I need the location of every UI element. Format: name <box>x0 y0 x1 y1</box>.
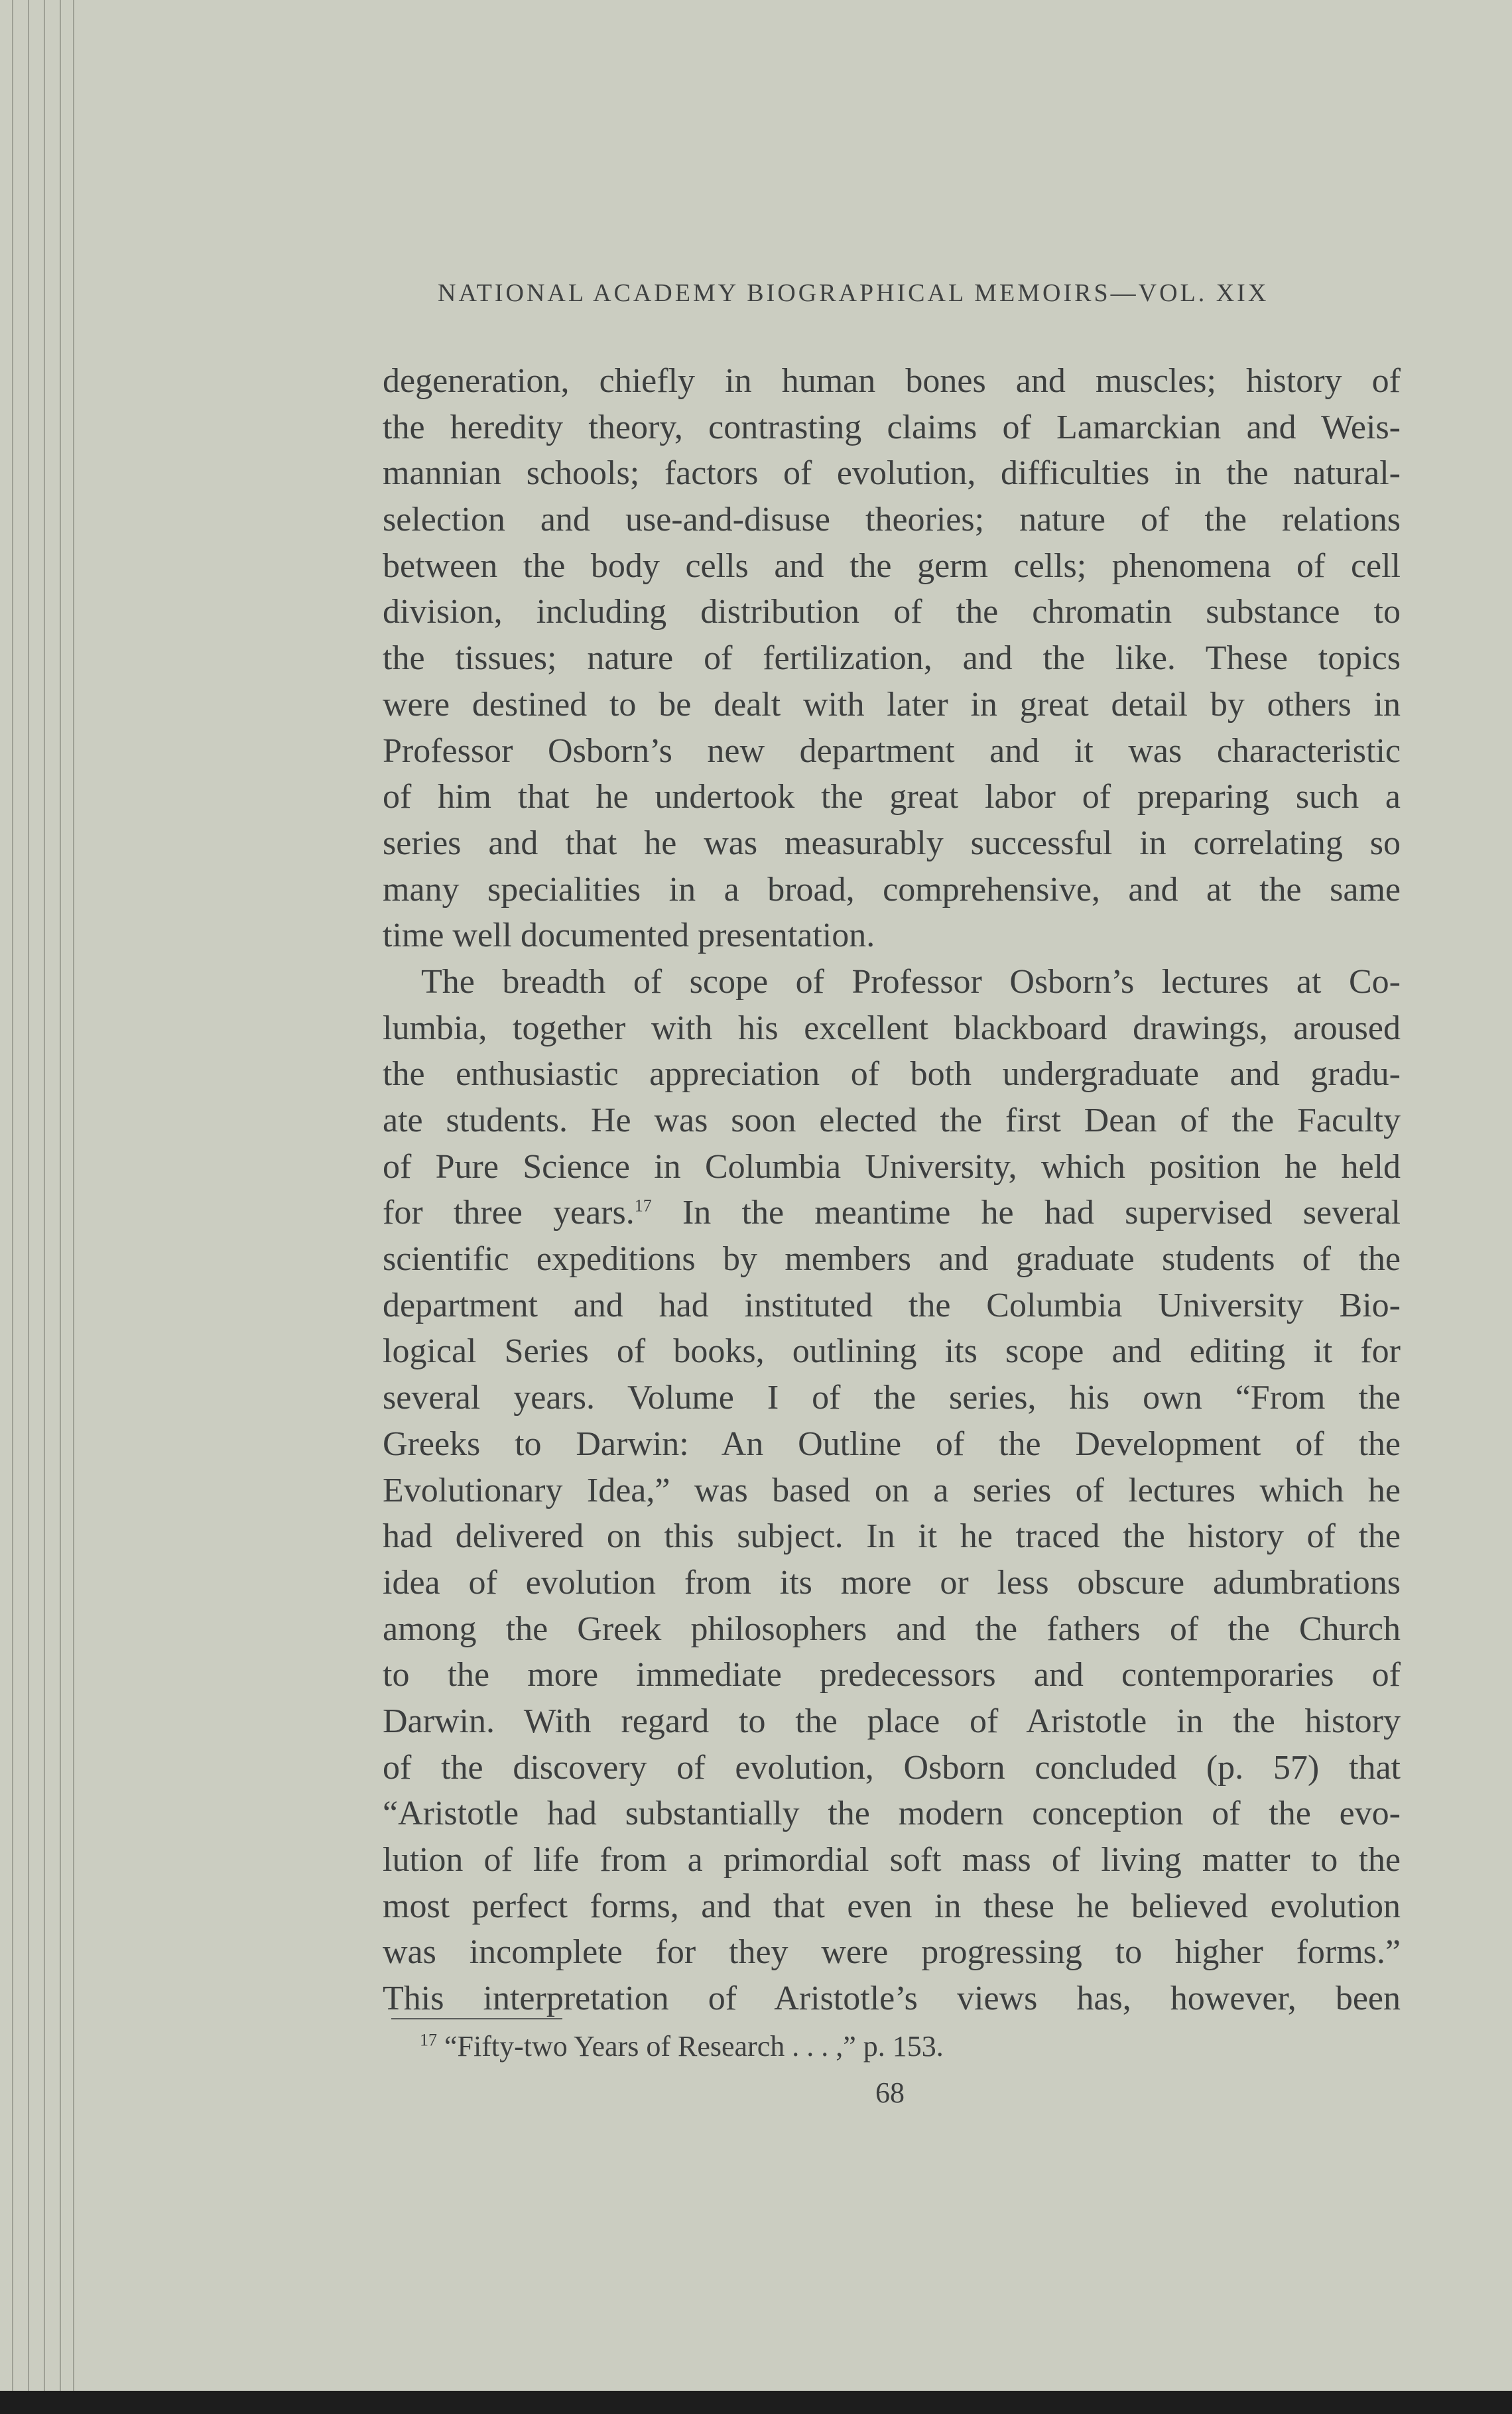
text-line: This interpretation of Aristotle’s views has, however, been <box>383 1980 1401 2018</box>
text-line: of him that he undertook the great labor of preparing such a <box>383 778 1401 816</box>
text-line: most perfect forms, and that even in these he believed evolution <box>383 1887 1401 1925</box>
text-line: was incomplete for they were progressing to higher forms.” <box>383 1933 1401 1972</box>
text-line: scientific expeditions by members and graduate students of the <box>383 1240 1401 1279</box>
text-line: several years. Volume I of the series, his own “From the <box>383 1379 1401 1417</box>
footnote-number: 17 <box>420 2030 437 2050</box>
text-line: “Aristotle had substantially the modern conception of the evo- <box>383 1795 1401 1833</box>
text-line: lution of life from a primordial soft mass of living matter to the <box>383 1841 1401 1879</box>
text-line: lumbia, together with his excellent blackboard drawings, aroused <box>383 1009 1401 1047</box>
footnote-text: “Fifty-two Years of Research . . . ,” p. 153. <box>437 2030 944 2063</box>
text-line: logical Series of books, outlining its scope and editing it for <box>383 1332 1401 1371</box>
text-line: idea of evolution from its more or less obscure adumbrations <box>383 1563 1401 1602</box>
text-line: between the body cells and the germ cells; phenomena of cell <box>383 546 1401 585</box>
page-edge <box>44 0 45 2391</box>
scan-bottom-border <box>0 2391 1512 2414</box>
text-line: of Pure Science in Columbia University, which position he held <box>383 1147 1401 1186</box>
text-line: Greeks to Darwin: An Outline of the Development of the <box>383 1425 1401 1463</box>
text-line: had delivered on this subject. In it he traced the history of the <box>383 1517 1401 1556</box>
text-segment: In the meantime he had supervised several <box>651 1194 1401 1232</box>
page-edge <box>28 0 29 2391</box>
text-line: were destined to be dealt with later in great detail by others in <box>383 685 1401 724</box>
text-line: division, including distribution of the chromatin substance to <box>383 593 1401 631</box>
text-line: Darwin. With regard to the place of Aristotle in the history <box>383 1702 1401 1740</box>
text-line: The breadth of scope of Professor Osborn’s lectures at Co- <box>421 962 1401 1001</box>
text-line: Professor Osborn’s new department and it was characteristic <box>383 731 1401 770</box>
text-line-footnote-ref <box>383 1190 1401 1236</box>
page-edge <box>12 0 13 2391</box>
text-segment: for three years. <box>383 1194 635 1232</box>
page-edge <box>73 0 74 2391</box>
text-line: among the Greek philosophers and the fathers of the Church <box>383 1610 1401 1648</box>
text-line: the enthusiastic appreciation of both undergraduate and gradu- <box>383 1055 1401 1094</box>
text-line: ate students. He was soon elected the first Dean of the Faculty <box>383 1102 1401 1139</box>
footnote-rule <box>391 2018 562 2019</box>
text-line: to the more immediate predecessors and contemporaries of <box>383 1656 1401 1694</box>
text-line: selection and use-and-disuse theories; nature of the relations <box>383 501 1401 539</box>
footnote <box>420 2029 944 2063</box>
footnote-marker: 17 <box>634 1196 652 1216</box>
page-number: 68 <box>875 2076 905 2109</box>
body-text <box>383 358 1401 2022</box>
text-line: department and had instituted the Columbia University Bio- <box>383 1286 1401 1324</box>
text-line: many specialities in a broad, comprehensive, and at the same <box>383 870 1401 909</box>
text-line: of the discovery of evolution, Osborn concluded (p. 57) that <box>383 1748 1401 1787</box>
text-line: series and that he was measurably successful in correlating so <box>383 824 1401 862</box>
text-line: time well documented presentation. <box>383 917 875 955</box>
running-header: NATIONAL ACADEMY BIOGRAPHICAL MEMOIRS—VOL. XIX <box>438 279 1269 307</box>
text-line: Evolutionary Idea,” was based on a series of lectures which he <box>383 1471 1401 1509</box>
page-edge <box>60 0 61 2391</box>
text-line: degeneration, chiefly in human bones and muscles; history of <box>383 362 1401 400</box>
text-line: the tissues; nature of fertilization, and the like. These topics <box>383 639 1401 678</box>
text-line: mannian schools; factors of evolution, difficulties in the natural- <box>383 454 1401 493</box>
text-line: the heredity theory, contrasting claims of Lamarckian and Weis- <box>383 408 1401 446</box>
